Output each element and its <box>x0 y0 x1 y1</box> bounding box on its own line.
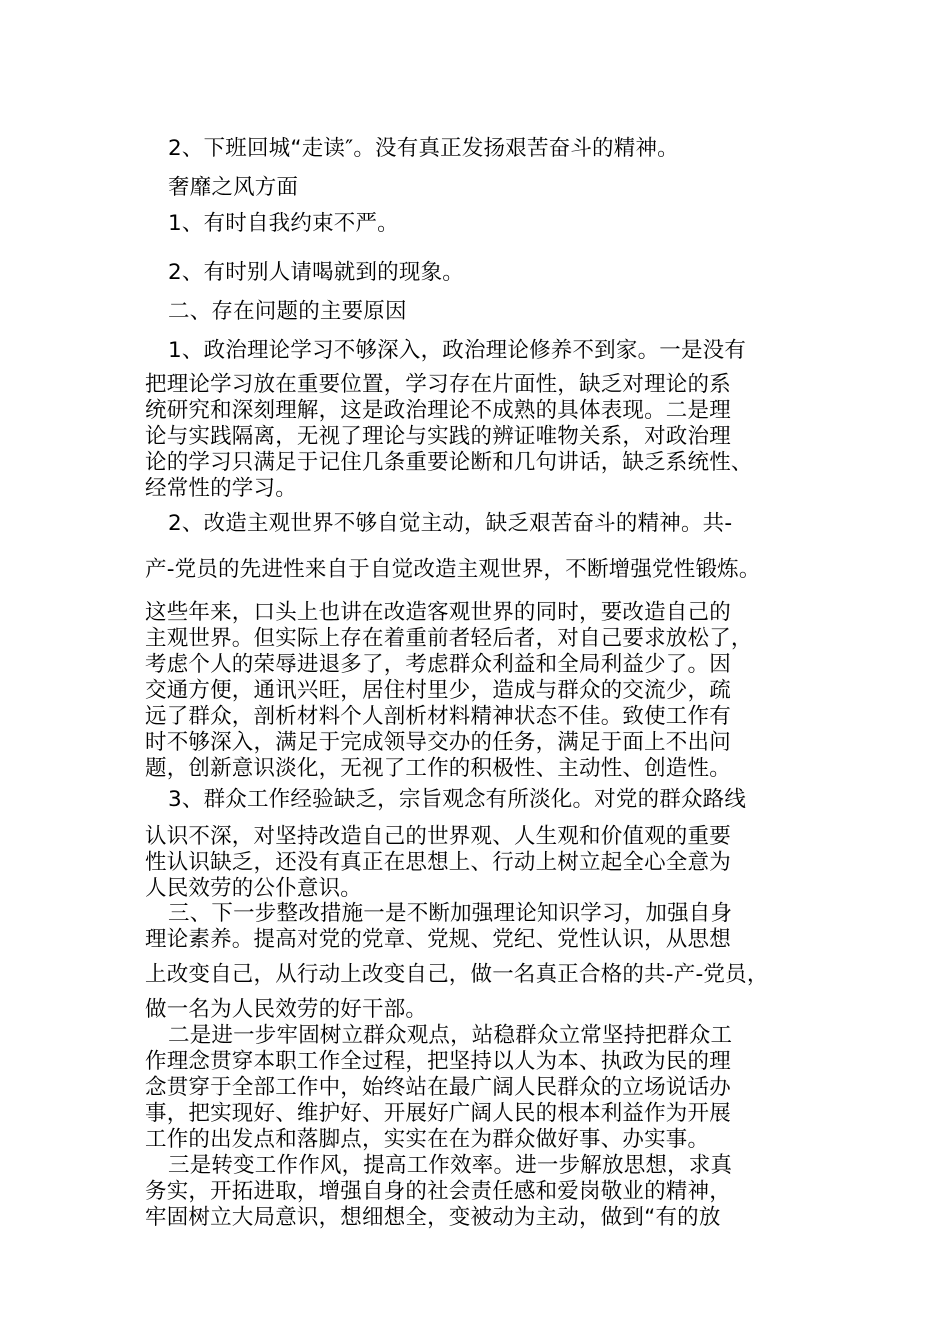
text-line: 题，创新意识淡化，无视了工作的积极性、主动性、创造性。 <box>145 756 731 781</box>
text-line: 这些年来，口头上也讲在改造客观世界的同时，要改造自己的 <box>145 600 731 625</box>
text-line: 事，把实现好、维护好、开展好广阔人民的根本利益作为开展 <box>145 1101 731 1126</box>
text-line: 2、改造主观世界不够自觉主动，缺乏艰苦奋斗的精神。共- <box>168 511 733 536</box>
text-line: 理论素养。提高对党的党章、党规、党纪、党性认识，从思想 <box>145 927 731 952</box>
text-line: 经常性的学习。 <box>145 476 297 501</box>
text-line: 性认识缺乏，还没有真正在思想上、行动上树立起全心全意为 <box>145 850 731 875</box>
text-line: 论的学习只满足于记住几条重要论断和几句讲话，缺乏系统性、 <box>145 450 753 475</box>
section-heading: 二、存在问题的主要原因 <box>168 299 407 324</box>
text-line: 二是进一步牢固树立群众观点，站稳群众立常坚持把群众工 <box>168 1023 733 1048</box>
text-line: 作理念贯穿本职工作全过程，把坚持以人为本、执政为民的理 <box>145 1049 731 1074</box>
text-line: 考虑个人的荣辱进退多了，考虑群众利益和全局利益少了。因 <box>145 652 731 677</box>
text-line: 时不够深入，满足于完成领导交办的任务，满足于面上不出问 <box>145 730 731 755</box>
text-line: 人民效劳的公仆意识。 <box>145 876 363 901</box>
text-line: 三是转变工作作风，提高工作效率。进一步解放思想，求真 <box>168 1153 733 1178</box>
text-line: 认识不深，对坚持改造自己的世界观、人生观和价值观的重要 <box>145 824 731 849</box>
text-line: 产-党员的先进性来自于自觉改造主观世界，不断增强党性锻炼。 <box>145 557 761 582</box>
text-line: 做一名为人民效劳的好干部。 <box>145 997 428 1022</box>
text-line: 工作的出发点和落脚点，实实在在为群众做好事、办实事。 <box>145 1127 710 1152</box>
text-line: 论与实践隔离，无视了理论与实践的辨证唯物关系，对政治理 <box>145 424 731 449</box>
text-line: 上改变自己，从行动上改变自己，做一名真正合格的共-产-党员， <box>145 962 769 987</box>
section-heading: 三、下一步整改措施一是不断加强理论知识学习，加强自身 <box>168 901 733 926</box>
text-line: 3、群众工作经验缺乏，宗旨观念有所淡化。对党的群众路线 <box>168 787 747 812</box>
text-line: 统研究和深刻理解，这是政治理论不成熟的具体表现。二是理 <box>145 398 731 423</box>
text-line: 2、下班回城“走读″。没有真正发扬艰苦奋斗的精神。 <box>168 136 679 161</box>
text-line: 1、有时自我约束不严。 <box>168 211 399 236</box>
text-line: 2、有时别人请喝就到的现象。 <box>168 260 464 285</box>
text-line: 牢固树立大局意识，想细想全，变被动为主动，做到“有的放 <box>145 1205 721 1230</box>
text-line: 1、政治理论学习不够深入，政治理论修养不到家。一是没有 <box>168 338 747 363</box>
text-line: 交通方便，通讯兴旺，居住村里少，造成与群众的交流少，疏 <box>145 678 731 703</box>
text-line: 务实，开拓进取，增强自身的社会责任感和爱岗敬业的精神， <box>145 1179 731 1204</box>
text-line: 把理论学习放在重要位置，学习存在片面性，缺乏对理论的系 <box>145 372 731 397</box>
text-line: 主观世界。但实际上存在着重前者轻后者，对自己要求放松了， <box>145 626 753 651</box>
text-line: 念贯穿于全部工作中，始终站在最广阔人民群众的立场说话办 <box>145 1075 731 1100</box>
text-line: 奢靡之风方面 <box>168 175 299 200</box>
text-line: 远了群众，剖析材料个人剖析材料精神状态不佳。致使工作有 <box>145 704 731 729</box>
